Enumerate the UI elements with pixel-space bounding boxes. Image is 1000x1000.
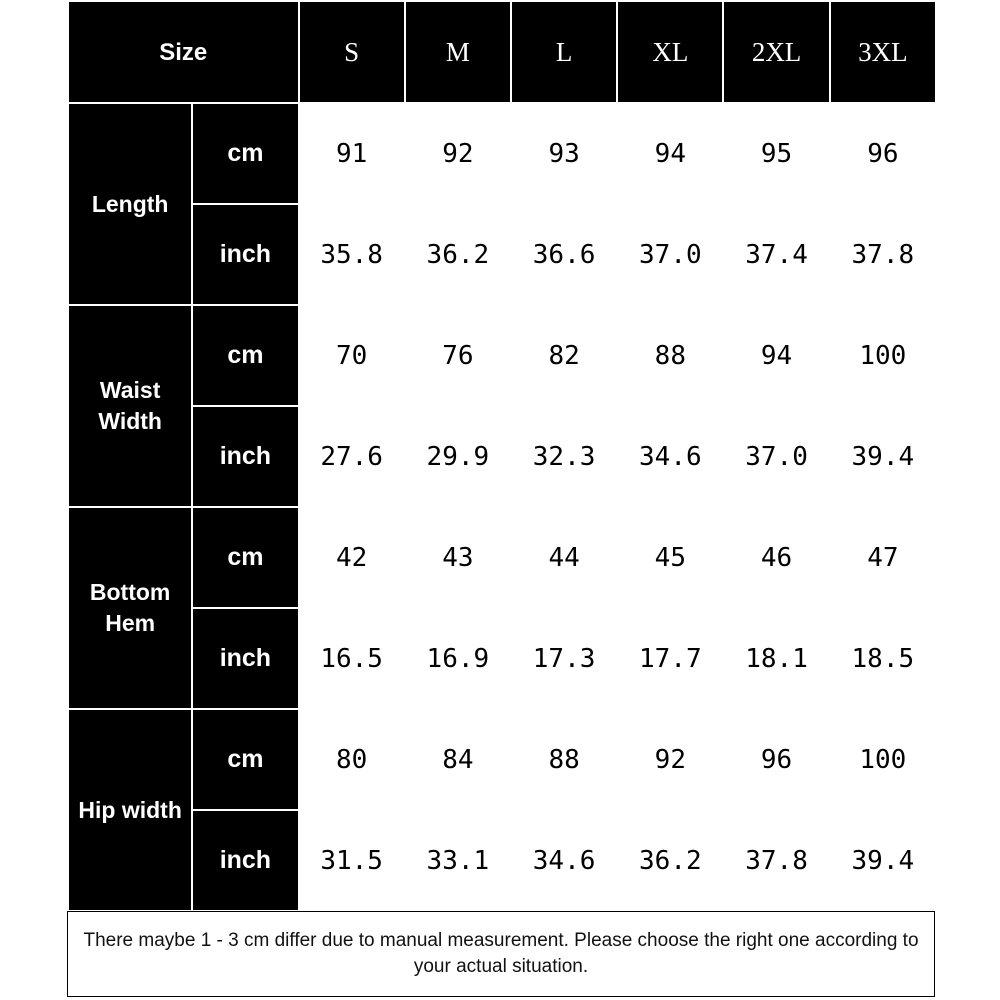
measurement-label: Hip width: [68, 709, 192, 911]
table-cell: 33.1: [405, 810, 511, 911]
table-cell: 18.5: [830, 608, 936, 709]
table-cell: 95: [723, 103, 829, 204]
table-cell: 27.6: [299, 406, 405, 507]
table-cell: 96: [830, 103, 936, 204]
table-cell: 45: [617, 507, 723, 608]
measurement-label: Length: [68, 103, 192, 305]
size-column-header: M: [405, 1, 511, 103]
table-cell: 43: [405, 507, 511, 608]
table-cell: 93: [511, 103, 617, 204]
size-header: Size: [68, 1, 299, 103]
table-cell: 34.6: [617, 406, 723, 507]
table-cell: 16.9: [405, 608, 511, 709]
table-cell: 92: [405, 103, 511, 204]
table-cell: 91: [299, 103, 405, 204]
table-cell: 32.3: [511, 406, 617, 507]
table-cell: 46: [723, 507, 829, 608]
unit-label: cm: [192, 103, 298, 204]
size-column-header: 2XL: [723, 1, 829, 103]
table-cell: 100: [830, 305, 936, 406]
table-row: [68, 103, 936, 204]
table-cell: 34.6: [511, 810, 617, 911]
table-cell: 44: [511, 507, 617, 608]
table-cell: 88: [617, 305, 723, 406]
table-cell: 76: [405, 305, 511, 406]
unit-label: inch: [192, 810, 298, 911]
measurement-label: Bottom Hem: [68, 507, 192, 709]
size-column-header: 3XL: [830, 1, 936, 103]
table-cell: 37.4: [723, 204, 829, 305]
table-cell: 17.7: [617, 608, 723, 709]
unit-label: cm: [192, 305, 298, 406]
table-row: [68, 709, 936, 810]
table-row: [68, 608, 936, 709]
unit-label: inch: [192, 204, 298, 305]
table-cell: 42: [299, 507, 405, 608]
table-cell: 100: [830, 709, 936, 810]
table-cell: 92: [617, 709, 723, 810]
table-cell: 36.2: [617, 810, 723, 911]
table-cell: 36.6: [511, 204, 617, 305]
size-column-header: XL: [617, 1, 723, 103]
table-cell: 18.1: [723, 608, 829, 709]
table-cell: 47: [830, 507, 936, 608]
header-row: [68, 1, 936, 103]
table-cell: 94: [723, 305, 829, 406]
table-cell: 94: [617, 103, 723, 204]
table-cell: 35.8: [299, 204, 405, 305]
table-cell: 82: [511, 305, 617, 406]
size-table: [67, 0, 937, 912]
table-cell: 31.5: [299, 810, 405, 911]
table-cell: 29.9: [405, 406, 511, 507]
table-cell: 17.3: [511, 608, 617, 709]
table-row: [68, 305, 936, 406]
measurement-note: There maybe 1 - 3 cm differ due to manual measurement. Please choose the right one according to your actual situation.: [67, 911, 935, 997]
unit-label: inch: [192, 406, 298, 507]
table-cell: 88: [511, 709, 617, 810]
size-column-header: L: [511, 1, 617, 103]
size-chart: [67, 0, 937, 1000]
measurement-label: Waist Width: [68, 305, 192, 507]
table-cell: 37.0: [617, 204, 723, 305]
table-row: [68, 507, 936, 608]
table-cell: 84: [405, 709, 511, 810]
size-column-header: S: [299, 1, 405, 103]
table-cell: 36.2: [405, 204, 511, 305]
table-row: [68, 406, 936, 507]
table-cell: 80: [299, 709, 405, 810]
table-cell: 37.8: [723, 810, 829, 911]
table-cell: 39.4: [830, 406, 936, 507]
unit-label: cm: [192, 709, 298, 810]
table-cell: 70: [299, 305, 405, 406]
unit-label: inch: [192, 608, 298, 709]
table-cell: 37.8: [830, 204, 936, 305]
table-row: [68, 204, 936, 305]
table-cell: 39.4: [830, 810, 936, 911]
unit-label: cm: [192, 507, 298, 608]
table-cell: 16.5: [299, 608, 405, 709]
table-row: [68, 810, 936, 911]
table-cell: 37.0: [723, 406, 829, 507]
table-cell: 96: [723, 709, 829, 810]
